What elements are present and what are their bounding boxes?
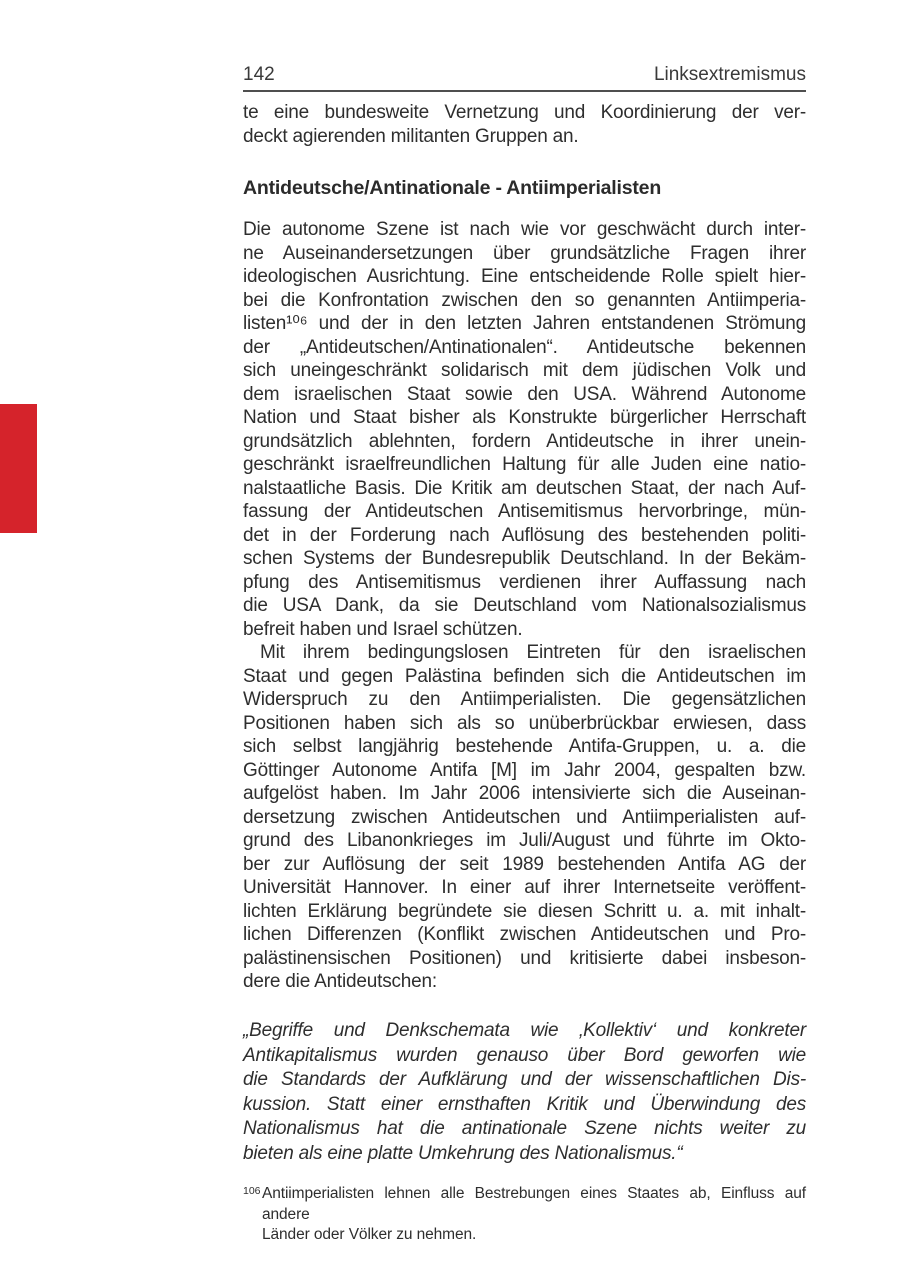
text-line: pfung des Antisemitismus verdienen ihrer Auffassung nach bbox=[243, 571, 806, 593]
text-line: grundsätzlich ablehnten, fordern Antideutsche in ihrer unein- bbox=[243, 430, 806, 452]
text-line: Antikapitalismus wurden genauso über Bord geworfen wie bbox=[243, 1044, 806, 1066]
text-line: Widerspruch zu den Antiimperialisten. Die gegensätzlichen bbox=[243, 689, 806, 710]
text-line: sich selbst langjährig bestehende Antifa-Gruppen, u. a. die bbox=[243, 736, 806, 757]
text-line: Staat und gegen Palästina befinden sich die Antideutschen im bbox=[243, 665, 806, 687]
intro-paragraph bbox=[243, 101, 806, 148]
page-header bbox=[243, 64, 806, 86]
footnote bbox=[243, 1184, 806, 1246]
text-line: Göttinger Autonome Antifa [M] im Jahr 2004, gespalten bzw. bbox=[243, 759, 806, 781]
running-title: Linksextremismus bbox=[653, 64, 806, 85]
text-line: aufgelöst haben. Im Jahr 2006 intensivierte sich die Auseinan- bbox=[243, 783, 806, 804]
text-line: ideologischen Ausrichtung. Eine entscheidende Rolle spielt hier- bbox=[243, 266, 806, 287]
text-line: grund des Libanonkrieges im Juli/August und führte im Okto- bbox=[243, 830, 806, 851]
text-line: Antiimperialisten lehnen alle Bestrebungen eines Staates ab, Einfluss auf andere bbox=[262, 1185, 806, 1223]
text-line: dersetzung zwischen Antideutschen und Antiimperialisten auf- bbox=[243, 806, 806, 828]
header-rule bbox=[243, 90, 806, 92]
text-line: dem israelischen Staat sowie den USA. Während Autonome bbox=[243, 383, 806, 405]
text-line: bieten als eine platte Umkehrung des Nationalismus.“ bbox=[243, 1142, 683, 1164]
text-line: ne Auseinandersetzungen über grundsätzliche Fragen ihrer bbox=[243, 242, 806, 264]
text-line: listen¹⁰⁶ und der in den letzten Jahren entstandenen Strömung bbox=[243, 313, 806, 334]
text-line: te eine bundesweite Vernetzung und Koordinierung der ver- bbox=[243, 102, 806, 123]
text-line: Die autonome Szene ist nach wie vor geschwächt durch inter- bbox=[243, 219, 806, 240]
text-line: befreit haben und Israel schützen. bbox=[243, 618, 523, 640]
text-line: fassung der Antideutschen Antisemitismus hervorbringe, mün- bbox=[243, 501, 806, 522]
text-line: kussion. Statt einer ernsthaften Kritik und Überwindung des bbox=[243, 1093, 806, 1115]
text-line: Nation und Staat bisher als Konstrukte bürgerlicher Herrschaft bbox=[243, 407, 806, 428]
text-line: Mit ihrem bedingungslosen Eintreten für den israelischen bbox=[260, 642, 806, 663]
text-line: schen Systems der Bundesrepublik Deutschland. In der Bekäm- bbox=[243, 548, 806, 569]
text-line: „Begriffe und Denkschemata wie ‚Kollektiv‘ und konkreter bbox=[243, 1020, 806, 1041]
text-line: die Standards der Aufklärung und der wissenschaftlichen Dis- bbox=[243, 1069, 806, 1091]
text-line: bei die Konfrontation zwischen den so genannten Antiimperia- bbox=[243, 289, 806, 311]
footnote-marker: 106 bbox=[243, 1185, 261, 1197]
section-heading: Antideutsche/Antinationale - Antiimperialisten bbox=[243, 177, 662, 199]
text-line: geschränkt israelfreundlichen Haltung für alle Juden eine natio- bbox=[243, 454, 806, 475]
quote-block bbox=[243, 1019, 806, 1167]
text-line: der „Antideutschen/Antinationalen“. Antideutsche bekennen bbox=[243, 336, 806, 358]
text-line: palästinensischen Positionen) und kritisierte dabei insbeson- bbox=[243, 947, 806, 969]
text-line: die USA Dank, da sie Deutschland vom Nationalsozialismus bbox=[243, 595, 806, 616]
text-line: lichen Differenzen (Konflikt zwischen Antideutschen und Pro- bbox=[243, 924, 806, 945]
text-line: lichten Erklärung begründete sie diesen Schritt u. a. mit inhalt- bbox=[243, 900, 806, 922]
text-line: Positionen haben sich als so unüberbrückbar erwiesen, dass bbox=[243, 712, 806, 734]
text-line: ber zur Auflösung der seit 1989 bestehenden Antifa AG der bbox=[243, 853, 806, 875]
text-line: dere die Antideutschen: bbox=[243, 971, 437, 992]
page-number: 142 bbox=[243, 64, 275, 85]
footnote-text bbox=[262, 1184, 806, 1246]
text-line: det in der Forderung nach Auflösung des bestehenden politi- bbox=[243, 524, 806, 546]
body-paragraphs bbox=[243, 218, 806, 994]
text-line: Nationalismus hat die antinationale Szene nichts weiter zu bbox=[243, 1118, 806, 1140]
text-line: Universität Hannover. In einer auf ihrer Internetseite veröffent- bbox=[243, 877, 806, 898]
text-line: Länder oder Völker zu nehmen. bbox=[262, 1226, 477, 1243]
text-line: deckt agierenden militanten Gruppen an. bbox=[243, 125, 579, 147]
text-line: sich uneingeschränkt solidarisch mit dem jüdischen Volk und bbox=[243, 360, 806, 381]
text-line: nalstaatliche Basis. Die Kritik am deutschen Staat, der nach Auf- bbox=[243, 477, 806, 499]
chapter-tab-marker bbox=[0, 404, 37, 533]
